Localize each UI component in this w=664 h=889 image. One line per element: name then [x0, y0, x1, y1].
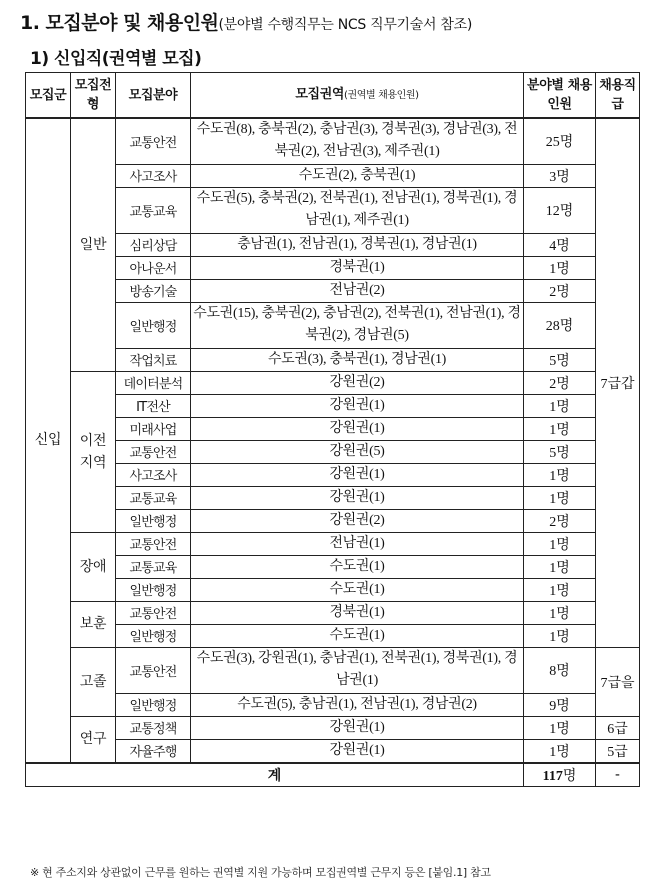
- table-row: [26, 394, 640, 417]
- region-cell: 수도권(3), 충북권(1), 경남권(1): [191, 348, 524, 371]
- field-cell: 교통정책: [116, 716, 191, 739]
- type-cell-highschool: 고졸: [71, 647, 116, 716]
- count-cell: 2명: [524, 371, 596, 394]
- region-cell: 강원권(1): [191, 716, 524, 739]
- header-region: [191, 73, 524, 119]
- header-type: 모집전형: [71, 73, 116, 119]
- region-cell: 강원권(5): [191, 440, 524, 463]
- table-row: [26, 601, 640, 624]
- table-row: [26, 256, 640, 279]
- region-cell: 수도권(1): [191, 578, 524, 601]
- section-title-note: (분야별 수행직무는 NCS 직무기술서 참조): [218, 17, 472, 33]
- table-header-row: [26, 73, 640, 119]
- count-cell: 1명: [524, 463, 596, 486]
- region-cell: 경북권(1): [191, 601, 524, 624]
- count-cell: 9명: [524, 693, 596, 716]
- type-cell-research: 연구: [71, 716, 116, 763]
- type-cell-relocation: [71, 371, 116, 532]
- region-cell: 경북권(1): [191, 256, 524, 279]
- region-cell: 강원권(1): [191, 417, 524, 440]
- type-cell-veteran: 보훈: [71, 601, 116, 647]
- table-row: [26, 739, 640, 763]
- table-row: [26, 693, 640, 716]
- table-row: [26, 509, 640, 532]
- header-count: 분야별 채용인원: [524, 73, 596, 119]
- field-cell: 일반행정: [116, 509, 191, 532]
- field-cell: 작업치료: [116, 348, 191, 371]
- count-cell: 1명: [524, 394, 596, 417]
- footnote: ※ 현 주소지와 상관없이 근무를 원하는 권역별 지원 가능하며 모집권역별 근무지 등은 [붙임.1] 참고: [30, 866, 491, 879]
- header-class: 모집군: [26, 73, 71, 119]
- count-cell: 5명: [524, 348, 596, 371]
- count-cell: 25명: [524, 118, 596, 164]
- field-cell: 사고조사: [116, 164, 191, 187]
- count-cell: 1명: [524, 256, 596, 279]
- table-row: [26, 463, 640, 486]
- total-label: 계: [26, 763, 524, 787]
- count-cell: 2명: [524, 279, 596, 302]
- section-title: 1. 모집분야 및 채용인원: [20, 12, 219, 34]
- grade-cell-7b: 7급을: [596, 647, 640, 716]
- field-cell: IT전산: [116, 394, 191, 417]
- count-cell: 8명: [524, 647, 596, 693]
- class-cell: 신입: [26, 118, 71, 763]
- count-cell: 1명: [524, 739, 596, 763]
- grade-cell-5: 5급: [596, 739, 640, 763]
- count-cell: 1명: [524, 601, 596, 624]
- region-cell: 충남권(1), 전남권(1), 경북권(1), 경남권(1): [191, 233, 524, 256]
- table-row: [26, 348, 640, 371]
- table-row: [26, 118, 640, 164]
- table-row: [26, 555, 640, 578]
- count-cell: 1명: [524, 532, 596, 555]
- table-row: [26, 532, 640, 555]
- total-row: [26, 763, 640, 787]
- table-row: [26, 371, 640, 394]
- region-cell: 수도권(1): [191, 624, 524, 647]
- region-cell: 수도권(1): [191, 555, 524, 578]
- table-row: [26, 486, 640, 509]
- count-cell: 2명: [524, 509, 596, 532]
- region-cell: 강원권(2): [191, 509, 524, 532]
- field-cell: 사고조사: [116, 463, 191, 486]
- region-cell: 강원권(1): [191, 486, 524, 509]
- field-cell: 교통교육: [116, 555, 191, 578]
- field-cell: 교통안전: [116, 440, 191, 463]
- section-heading: [20, 8, 472, 35]
- field-cell: 자율주행: [116, 739, 191, 763]
- total-count-number: 117: [542, 768, 563, 784]
- field-cell: 아나운서: [116, 256, 191, 279]
- table-row: [26, 440, 640, 463]
- field-cell: 교통안전: [116, 601, 191, 624]
- count-cell: 1명: [524, 624, 596, 647]
- count-cell: 1명: [524, 417, 596, 440]
- region-cell: 강원권(1): [191, 394, 524, 417]
- field-cell: 교통교육: [116, 187, 191, 233]
- region-cell: 강원권(1): [191, 739, 524, 763]
- table-row: [26, 647, 640, 693]
- region-cell: 강원권(2): [191, 371, 524, 394]
- field-cell: 교통교육: [116, 486, 191, 509]
- total-count: [524, 763, 596, 787]
- header-grade: 채용직급: [596, 73, 640, 119]
- grade-cell-6: 6급: [596, 716, 640, 739]
- total-count-unit: 명: [562, 768, 577, 784]
- region-cell: 강원권(1): [191, 463, 524, 486]
- region-cell: 수도권(3), 강원권(1), 충남권(1), 전북권(1), 경북권(1), 경남권(1): [191, 647, 524, 693]
- table-row: [26, 302, 640, 348]
- table-row: [26, 716, 640, 739]
- region-cell: 수도권(15), 충북권(2), 충남권(2), 전북권(1), 전남권(1), 경북권(2), 경남권(5): [191, 302, 524, 348]
- count-cell: 1명: [524, 578, 596, 601]
- region-cell: 전남권(1): [191, 532, 524, 555]
- type-cell-general: 일반: [71, 118, 116, 371]
- field-cell: 데이터분석: [116, 371, 191, 394]
- count-cell: 28명: [524, 302, 596, 348]
- table-row: [26, 578, 640, 601]
- table-row: [26, 624, 640, 647]
- header-region-label: 모집권역: [295, 87, 345, 102]
- header-field: 모집분야: [116, 73, 191, 119]
- count-cell: 12명: [524, 187, 596, 233]
- field-cell: 일반행정: [116, 578, 191, 601]
- field-cell: 교통안전: [116, 118, 191, 164]
- field-cell: 심리상담: [116, 233, 191, 256]
- region-cell: 수도권(5), 충북권(2), 전북권(1), 전남권(1), 경북권(1), 경남권(1), 제주권(1): [191, 187, 524, 233]
- count-cell: 5명: [524, 440, 596, 463]
- recruitment-table: [25, 72, 640, 787]
- grade-cell-7a: 7급갑: [596, 118, 640, 647]
- subsection-title: 1) 신입직(권역별 모집): [30, 49, 202, 69]
- region-cell: 수도권(2), 충북권(1): [191, 164, 524, 187]
- field-cell: 교통안전: [116, 647, 191, 693]
- header-region-note: (권역별 채용인원): [344, 90, 419, 101]
- field-cell: 일반행정: [116, 302, 191, 348]
- type-cell-disabled: 장애: [71, 532, 116, 601]
- field-cell: 일반행정: [116, 624, 191, 647]
- region-cell: 전남권(2): [191, 279, 524, 302]
- field-cell: 미래사업: [116, 417, 191, 440]
- count-cell: 1명: [524, 555, 596, 578]
- region-cell: 수도권(5), 충남권(1), 전남권(1), 경남권(2): [191, 693, 524, 716]
- table-row: [26, 187, 640, 233]
- count-cell: 4명: [524, 233, 596, 256]
- region-cell: 수도권(8), 충북권(2), 충남권(3), 경북권(3), 경남권(3), 전북권(2), 전남권(3), 제주권(1): [191, 118, 524, 164]
- count-cell: 3명: [524, 164, 596, 187]
- field-cell: 일반행정: [116, 693, 191, 716]
- table-row: [26, 417, 640, 440]
- total-grade: -: [596, 763, 640, 787]
- field-cell: 방송기술: [116, 279, 191, 302]
- table-row: [26, 279, 640, 302]
- table-row: [26, 164, 640, 187]
- count-cell: 1명: [524, 716, 596, 739]
- field-cell: 교통안전: [116, 532, 191, 555]
- table-row: [26, 233, 640, 256]
- type-label-relocation: 이전지역: [79, 432, 107, 471]
- count-cell: 1명: [524, 486, 596, 509]
